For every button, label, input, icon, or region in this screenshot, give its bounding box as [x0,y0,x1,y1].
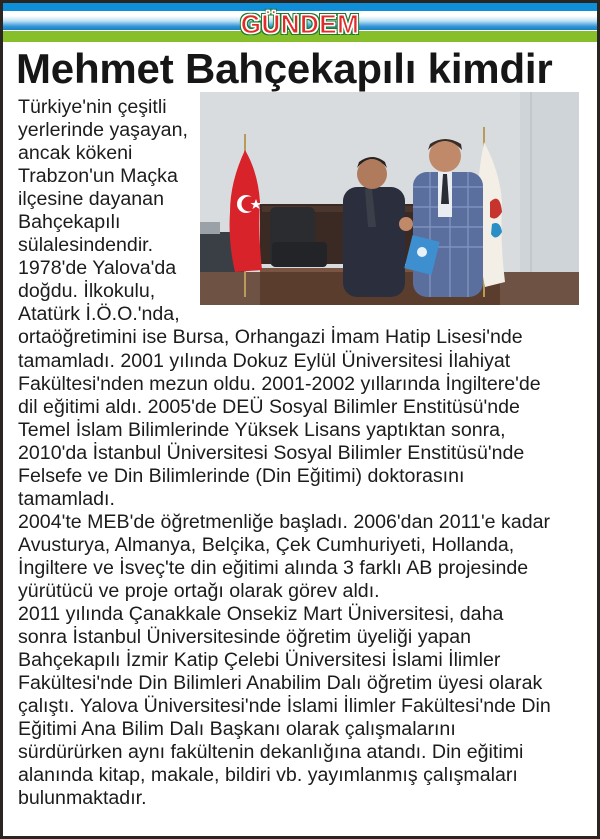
body-line: Trabzon'un Maçka [18,165,178,188]
body-line: bulunmaktadır. [18,787,147,810]
body-line: ancak kökeni [18,142,133,165]
body-line: yürütücü ve proje ortağı olarak görev aldı. [18,579,380,602]
body-line: 2010'da İstanbul Üniversitesi Sosyal Bilimler Enstitüsü'nde [18,441,525,464]
section-header-band [3,3,597,43]
body-line: tamamladı. 2001 yılında Dokuz Eylül Üniversitesi İlahiyat [18,349,511,372]
body-line: ilçesine dayanan [18,188,164,211]
body-line: Bahçekapılı İzmir Katip Çelebi Üniversitesi İslami İlimler [18,649,501,672]
body-line: dil eğitimi aldı. 2005'de DEÜ Sosyal Bilimler Enstitüsü'nde [18,395,520,418]
body-line: tamamladı. [18,487,115,510]
body-line: 2011 yılında Çanakkale Onsekiz Mart Üniversitesi, daha [18,603,504,626]
body-line: 2004'te MEB'de öğretmenliğe başladı. 2006'dan 2011'e kadar [18,510,551,533]
body-line: ortaöğretimini ise Bursa, Orhangazi İmam Hatip Lisesi'nde [18,326,523,349]
article-title: Mehmet Bahçekapılı kimdir [16,45,553,92]
body-line: Atatürk İ.Ö.O.'nda, [18,303,180,326]
body-line: Felsefe ve Din Bilimlerinde (Din Eğitimi) doktorasını [18,464,465,487]
body-line: Avusturya, Almanya, Belçika, Çek Cumhuriyeti, Hollanda, [18,533,515,556]
body-line: yerlerinde yaşayan, [18,119,188,142]
body-line: Türkiye'nin çeşitli [18,96,167,118]
body-line: alanında kitap, makale, bildiri vb. yayımlanmış çalışmaları [18,764,518,787]
body-line: Bahçekapılı [18,211,121,234]
body-line: sürdürürken aynı fakültenin dekanlığına atandı. Din eğitimi [18,741,524,764]
section-label: GÜNDEM [240,8,360,39]
body-line: 1978'de Yalova'da [18,257,177,280]
body-line: Fakültesi'nden mezun oldu. 2001-2002 yıllarında İngiltere'de [18,372,541,395]
body-line: çalıştı. Yalova Üniversitesi'nde İslami İlimler Fakültesi'nde Din [18,695,551,718]
body-line: doğdu. İlkokulu, [18,280,156,303]
article-body [18,96,588,810]
body-line: sülalesindendir. [18,234,154,257]
body-line: Eğitimi Ana Bilim Dalı Başkanı olarak çalışmalarını [18,718,456,741]
body-line: Fakültesi'nde Din Bilimleri Anabilim Dalı öğretim üyesi olarak [18,672,543,695]
body-line: sonra İstanbul Üniversitesinde öğretim üyeliği yapan [18,626,472,649]
body-line: Temel İslam Bilimlerinde Yüksek Lisans yaptıktan sonra, [18,418,506,441]
body-line: İngiltere ve İsveç'te din eğitimi alında 3 farklı AB projesinde [18,556,529,579]
